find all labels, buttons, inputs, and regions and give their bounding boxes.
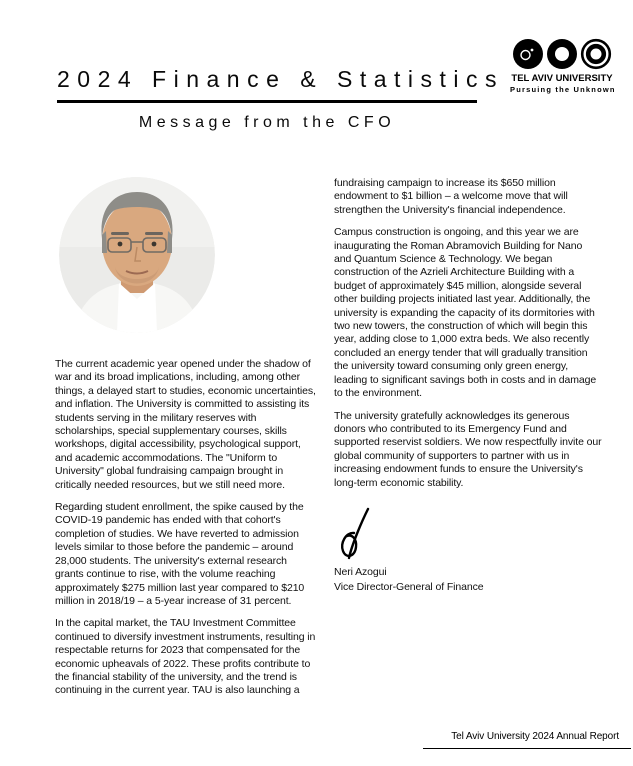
footer [423, 726, 631, 749]
paragraph: The current academic year opened under the shadow of war and its broad implications, including, among other things, a delayed start to studies, economic uncertainties, and inflation. The University is committed to assisting its students serving in the military reserves with scholarships, special supplementary courses, skills workshops, digital accessibility, psychological support, and academic accommodations. The "Uniform to University" global fundraising campaign brought in critically needed resources, but we still need more. [55, 358, 316, 491]
article-body [55, 177, 602, 707]
page-title: 2024 Finance & Statistics [57, 66, 505, 92]
cfo-photo [59, 177, 215, 333]
left-column [55, 177, 317, 707]
signature-icon [338, 506, 374, 562]
page-subtitle: Message from the CFO [138, 114, 396, 131]
paragraph: The university gratefully acknowledges its generous donors who contributed to its Emergency Fund and supported reservist soldiers. We now respectfully invite our global community of supporters to partner with us in increasing endowment funds to ensure the University's long-term economic stability. [334, 409, 602, 489]
title-rule [57, 100, 477, 103]
tau-logo [510, 38, 614, 94]
paragraph: In the capital market, the TAU Investment Committee continued to diversify investment instruments, resulting in respectable returns for 2023 that compensated for the economic upheavals of 2022. These profits contribute to the financial stability of the university, and the trend is continuing in the current year. TAU is also launching a [55, 617, 316, 697]
tau-logo-circles-icon [512, 38, 612, 71]
right-column [334, 177, 602, 707]
tau-logo-name: TEL AVIV UNIVERSITY [511, 73, 613, 84]
header [57, 66, 505, 132]
signatory-name: Neri Azogui [334, 565, 387, 578]
signatory-title: Vice Director-General of Finance [334, 581, 484, 594]
paragraph: Campus construction is ongoing, and this year we are inaugurating the Roman Abramovich Building for Nano and Quantum Science & Technology. We began construction of the Azrieli Architecture Building with a budget of approximately $45 million, alongside several other building projects initiated last year. Additionally, the university is expanding the capacity of its dormitories with two new towers, the construction of which will begin this year, adding close to 1,000 extra beds. We also recently concluded an energy tender that will gradually transition the university toward consuming only green energy, leading to significant savings both in costs and in damage to the environment. [334, 226, 597, 400]
paragraph: Regarding student enrollment, the spike caused by the COVID-19 pandemic has ended with that cohort's completion of studies. We have reverted to admission levels similar to those before the pandemic – around 28,000 students. The university's external research grants continue to rise, with the volume reaching approximately $275 million last year compared to $210 million in 2018/19 – a 5-year increase of 31 percent. [55, 501, 305, 607]
signature-block [334, 506, 602, 595]
tau-logo-tagline: Pursuing the Unknown [510, 85, 616, 94]
paragraph: fundraising campaign to increase its $650 million endowment to $1 billion – a welcome move that will strengthen the University's financial independence. [334, 177, 568, 216]
footer-text: Tel Aviv University 2024 Annual Report [451, 731, 619, 742]
